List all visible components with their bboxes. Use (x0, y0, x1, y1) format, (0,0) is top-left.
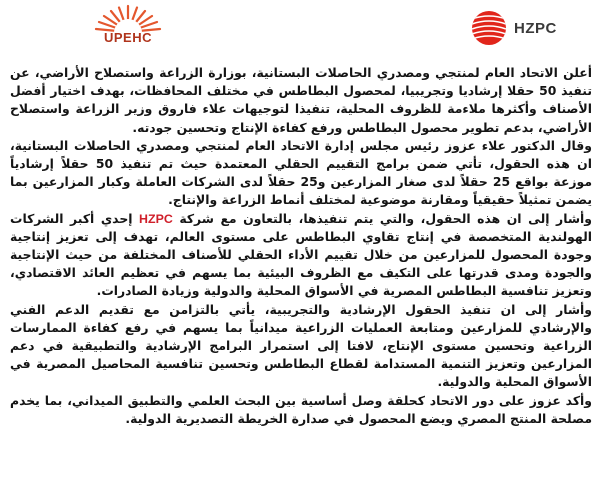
article-paragraph: وأشار إلى ان تنفيذ الحقول الإرشادية والتجريبية، يأتي بالتزامن مع تقديم الدعم الفني والإرشادي للمزارعين ومتابعة العمليات الزراعية ميدانياً بما يسهم في رفع كفاءة الممارسات الزراعية وتحسين مستوى الإنتاج، لافتا إلى استمرار البرامج الإرشادية والتطبيقية في دعم المزارعين وتعزيز التنمية المستدامة لقطاع البطاطس وتحسين تنافسية المحاصيل المصرية في الأسواق المحلية والدولية. (10, 301, 592, 390)
upehc-logo (88, 2, 168, 58)
article-paragraph: وقال الدكتور علاء عزوز رئيس مجلس إدارة الاتحاد العام لمنتجي ومصدري الحاصلات البستانية، ان هذه الحقول، تأتي ضمن برامج التقييم الحقلي المعتمدة حيث تم تنفيذ 50 حقلاً إرشادياً موزعة بواقع 25 حقلاً لدى صغار المزارعين و25 حقلاً لدى الشركات العاملة وكبار المزارعين بما يضمن تمثيلاً حقيقياً ومقارنة موضوعية لمختلف أنماط الزراعة والإنتاج. (10, 137, 592, 208)
article-paragraph: وأكد عزوز على دور الاتحاد كحلقة وصل أساسية بين البحث العلمي والتطبيق الميداني، بما يخدم مصلحة المنتج المصري ويضع المحصول في صدارة الخريطة التصديرية الدولية. (10, 392, 592, 426)
paragraph-text: وأشار إلى ان هذه الحقول، والتي يتم تنفيذها، بالتعاون مع شركة (172, 210, 592, 226)
paragraph-text: إحدي أكبر الشركات الهولندية المتخصصة في إنتاج تقاوي البطاطس على مستوى العالم، تهدف إلى تعزيز إنتاجية وجودة المحصول للمزارعين من خلال تقييم الأداء الحقلي للأصناف المختلفة من حيث الإنتاجية والجودة ومدى قدرتها على التكيف مع الظروف البيئية بما يسهم في تعظيم العائد الاقتصادي، وتعزيز تنافسية البطاطس المصرية في الأسواق المحلية والدولية وزيادة الصادرات. (10, 210, 592, 299)
hzpc-wordmark: HZPC (514, 19, 557, 37)
hzpc-inline-brand: HZPC (139, 211, 173, 226)
hzpc-sphere-icon (470, 9, 508, 47)
upehc-wordmark: UPEHC (103, 30, 152, 45)
hzpc-logo (470, 8, 590, 48)
article-body (10, 64, 592, 428)
header (0, 0, 600, 62)
article-paragraph: أعلن الاتحاد العام لمنتجي ومصدري الحاصلات البستانية، بوزارة الزراعة واستصلاح الأراضي، عن تنفيذ 50 حقلا إرشاديا وتجريبيا، لمحصول البطاطس في مختلف المحافظات، بهدف اختيار أفضل الأصناف وأكثرها ملاءمة للظروف المحلية، تنفيذا لتوجيهات علاء فاروق وزير الزراعة واستصلاح الأراضي، بدعم تطوير محصول البطاطس ورفع كفاءة الإنتاج وتحسين جودته. (10, 65, 592, 135)
article-paragraph (10, 210, 592, 301)
